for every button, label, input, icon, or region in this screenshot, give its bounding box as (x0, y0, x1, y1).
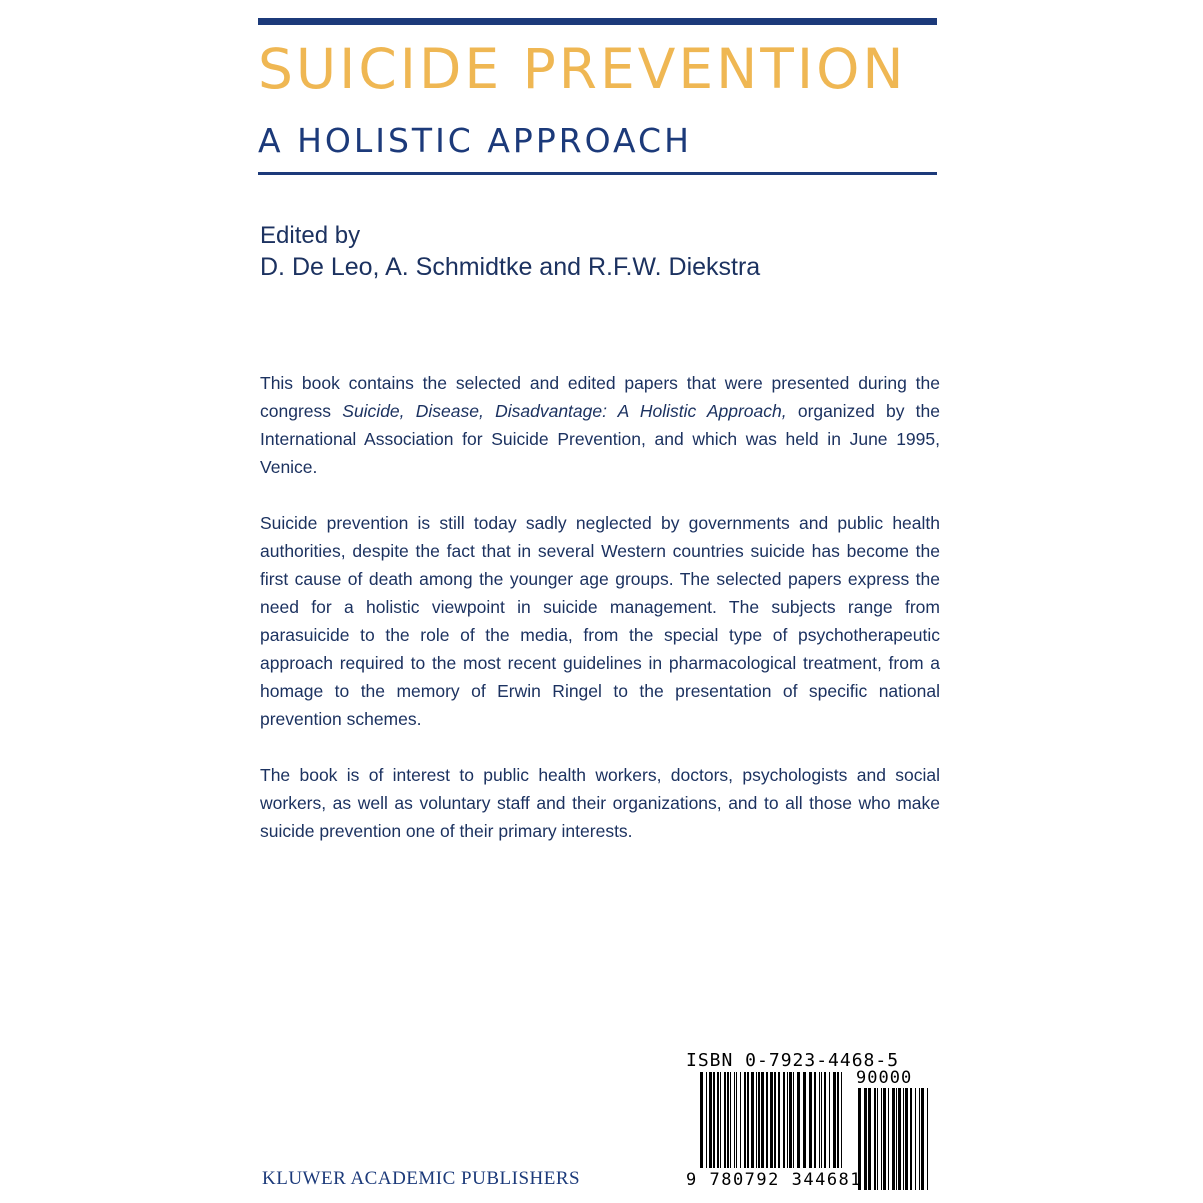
barcode-bar (892, 1088, 895, 1190)
barcode-bar (803, 1072, 806, 1168)
barcode-bar (747, 1072, 749, 1168)
barcode-bar (877, 1088, 878, 1190)
book-title: SUICIDE PREVENTION (258, 37, 907, 101)
barcode-bar (903, 1088, 904, 1190)
barcode-bar (864, 1088, 867, 1190)
barcode-bar (724, 1072, 726, 1168)
barcode-bar (898, 1088, 901, 1190)
barcode-bar (809, 1072, 812, 1168)
barcode-bar (751, 1072, 754, 1168)
publisher-name: KLUWER ACADEMIC PUBLISHERS (262, 1168, 581, 1189)
barcode-bar (766, 1072, 768, 1168)
barcode-bar (921, 1088, 924, 1190)
top-rule (258, 18, 937, 25)
barcode-bar (756, 1072, 757, 1168)
barcode-bar (713, 1072, 715, 1168)
barcode-bar (888, 1088, 889, 1190)
paragraph-congress-text-2: organized by the International Association for Suicide Prevention, and which was held in June 1995, Venice. (260, 401, 941, 477)
barcode-bar (761, 1072, 764, 1168)
barcode-bar (896, 1088, 897, 1190)
paragraph-description: Suicide prevention is still today sadly neglected by governments and public health authorities, despite the fact that in several Western countries suicide has become the first cause of death among the younger age groups. The selected papers express the need for a holistic viewpoint in suicide management. The subjects range from parasuicide to the role of the media, from the special type of psychotherapeutic approach required to the most recent guidelines in pharmacological treatment, from a homage to the memory of Erwin Ringel to the presentation of specific national prevention schemes. (260, 513, 940, 729)
barcode-bar (905, 1088, 908, 1190)
barcode-bar (919, 1088, 920, 1190)
isbn-number: ISBN 0-7923-4468-5 (686, 1050, 900, 1071)
barcode-bar (770, 1072, 773, 1168)
barcode-bar (883, 1088, 886, 1190)
barcode-bar (720, 1072, 721, 1168)
barcode-bar (734, 1072, 735, 1168)
book-subtitle: A HOLISTIC APPROACH (258, 121, 692, 160)
barcode-bar (783, 1072, 785, 1168)
paragraph-congress-text-1: This book contains the selected and edited papers that were presented during the congress (260, 373, 940, 421)
barcode-bar (881, 1088, 882, 1190)
barcode-bar (814, 1072, 816, 1168)
barcode-bar (709, 1072, 712, 1168)
barcode-bar (758, 1072, 760, 1168)
barcode-bar (797, 1072, 800, 1168)
barcode-bar (837, 1072, 839, 1168)
barcode-bar (789, 1072, 792, 1168)
barcode-bar (730, 1072, 731, 1168)
barcode-bar (824, 1072, 826, 1168)
barcode-bar (706, 1072, 707, 1168)
barcode-addon-digits: 90000 (856, 1068, 913, 1088)
paragraph-audience: The book is of interest to public health workers, doctors, psychologists and social workers, as well as voluntary staff and their organizations, and to all those who make suicide prevention one of their primary interests. (260, 765, 940, 841)
barcode-bar (927, 1088, 928, 1190)
paragraph-congress (260, 369, 940, 481)
barcode-bar (841, 1072, 842, 1168)
barcode-bar (821, 1072, 822, 1168)
barcode (686, 1050, 931, 1195)
barcode-bar (736, 1072, 737, 1168)
barcode-bar (787, 1072, 788, 1168)
barcode-bar (717, 1072, 719, 1168)
barcode-bar (700, 1072, 703, 1168)
barcode-bar (915, 1088, 916, 1190)
editors: D. De Leo, A. Schmidtke and R.F.W. Diekstra (260, 253, 761, 281)
barcode-bar (778, 1072, 780, 1168)
barcode-bar (793, 1072, 794, 1168)
congress-title: Suicide, Disease, Disadvantage: A Holistic Approach, (342, 401, 787, 421)
barcode-bar (744, 1072, 746, 1168)
barcode-bar (829, 1072, 830, 1168)
barcode-bar (874, 1088, 876, 1190)
barcode-bar (910, 1088, 912, 1190)
barcode-ean-digits: 9 780792 344681 (686, 1170, 863, 1190)
edited-by-label: Edited by (260, 222, 361, 249)
barcode-bar (819, 1072, 820, 1168)
barcode-bar (740, 1072, 741, 1168)
barcode-bar (868, 1088, 871, 1190)
title-rule (258, 172, 937, 175)
barcode-bar (774, 1072, 776, 1168)
barcode-bar (833, 1072, 836, 1168)
barcode-bar (727, 1072, 729, 1168)
